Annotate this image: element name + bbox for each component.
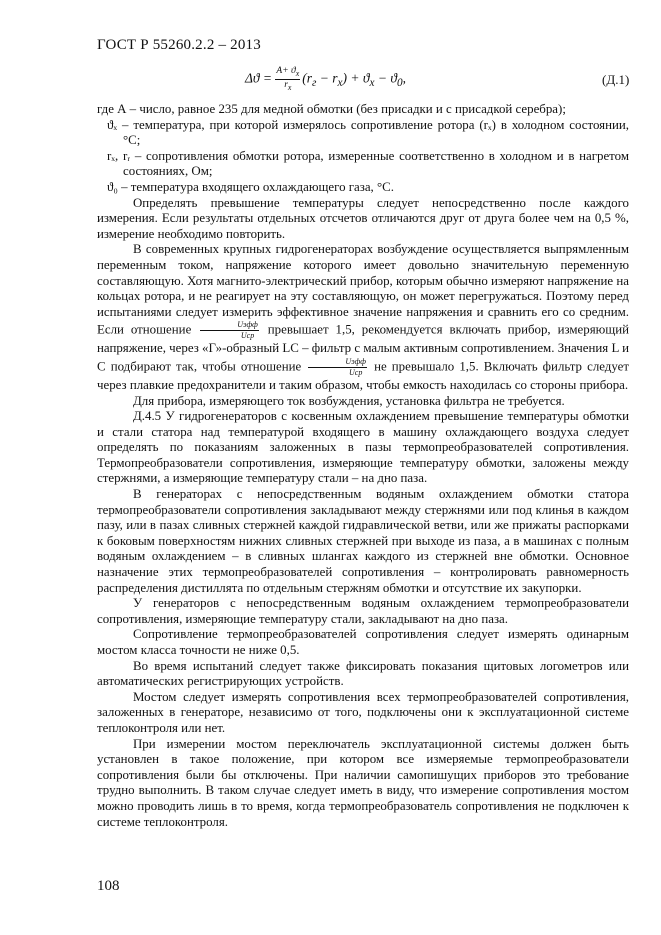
- formula-frac-den: r: [284, 79, 288, 90]
- paragraph-excitation: [97, 242, 629, 393]
- paragraph-excitation-part2: превышает 1,5, рекомендуется включать прибор, измеряющий напряжение, через «Г»-образный LC – фильтр с малым активным сопротивлением. Значения L и C подбирают так, чтобы отношение: [97, 322, 629, 374]
- paragraph-measure: Определять превышение температуры следует непосредственно после каждого измерения. Если результаты отдельных отсчетов отличаются друг от друга более чем на 0,5 %, измерение необходимо повторить.: [97, 195, 629, 241]
- ratio-den-1: Uср: [240, 331, 255, 341]
- document-header: ГОСТ Р 55260.2.2 – 2013: [97, 37, 261, 53]
- formula-rest5: ,: [402, 70, 406, 86]
- formula-frac-num: A+ ϑ: [276, 66, 296, 76]
- formula-rest: (r: [302, 70, 312, 86]
- formula-fraction: [275, 66, 300, 93]
- paragraph-filter: Для прибора, измеряющего ток возбуждения, установка фильтра не требуется.: [133, 393, 565, 408]
- paragraph-water-cooling: В генераторах с непосредственным водяным охлаждением обмотки статора термопреобразователи сопротивления закладывают между стержнями или под клинья в каждом пазу, или в пазах сливных стержней каждой гидравлической ветви, или же прижаты распорками к боковым поверхностям нижних сливных стержней при выходе из паза, а в машинах с полным водяным охлаждением – в сливных шлангах каждого из стержней вне обмотки. Основное назначение этих термопреобразователей сопротивления – контролировать равномерность распределения дистиллята по отдельным стержням обмотки и отсутствие их закупорки.: [97, 487, 629, 595]
- formula-frac-num-sub: x: [295, 68, 300, 78]
- formula-sub-0: 0: [396, 77, 403, 90]
- formula-sub-x1: x: [337, 77, 343, 90]
- paragraph-theta-0: ϑ₀ – температура входящего охлаждающего газа, °С.: [107, 179, 394, 194]
- paragraph-logometers: Во время испытаний следует также фиксировать показания щитовых логометров или автоматических регистрирующих устройств.: [97, 658, 629, 689]
- paragraph-theta-x: ϑₓ – температура, при которой измерялось сопротивление ротора (rₓ) в холодном состоянии, °С;: [107, 117, 629, 148]
- paragraph-d45: Д.4.5 У гидрогенераторов с косвенным охлаждением превышение температуры обмотки и стали статора над температурой входящего в машину охлаждающего воздуха следует определять по показаниям заложенных в пазы термопреобразователей сопротивления. Термопреобразователи сопротивления, измеряющие температуру обмотки, заложены между стержнями, а измеряющие температуру стали – на дно паза.: [97, 409, 629, 486]
- paragraph-r-values: rₓ, rᵣ – сопротивления обмотки ротора, измеренные соответственно в холодном и в нагретом состояниях, Ом;: [107, 148, 629, 179]
- paragraph-bridge-class: Сопротивление термопреобразователей сопротивления следует измерять одинарным мостом класса точности не ниже 0,5.: [97, 627, 629, 657]
- formula-rest2: − r: [316, 70, 338, 86]
- paragraph-switch: При измерении мостом переключатель эксплуатационной системы должен быть установлен в такое положение, при котором все измеряемые термопреобразователи сопротивления были бы отключены. При наличии самопишущих приборов это требование трудно выполнить. В таком случае следует иметь в виду, что измерение сопротивления мостом можно проводить лишь в то время, когда термопреобразователь сопротивления не подключен к системе теплоконтроля.: [97, 736, 629, 829]
- formula-d1: [245, 66, 406, 93]
- formula-sub-g: г: [311, 77, 317, 90]
- formula-sub-x2: x: [369, 77, 375, 90]
- paragraph-where: где А – число, равное 235 для медной обмотки (без присадки и с присадкой серебра);: [97, 102, 566, 116]
- document-body: [97, 102, 629, 830]
- paragraph-steel-sensors: У генераторов с непосредственным водяным охлаждением термопреобразователи сопротивления, измеряющие температуру стали, закладывают на дно паза.: [97, 596, 629, 626]
- page-number: 108: [97, 878, 120, 894]
- formula-lhs: Δϑ =: [245, 70, 273, 86]
- ratio-num-2: Uэфф: [308, 357, 367, 368]
- paragraph-excitation-part1: В современных крупных гидрогенераторах возбуждение осуществляется выпрямленным переменным током, напряжение которого имеет довольно значительную переменную составляющую. Хотя магнито-электрический прибор, которым обычно измеряют напряжение на кольцах ротора, и не реагирует на эту составляющую, он может перегружаться. Поэтому перед испытаниями следует измерить эффективное значение напряжения и сравнить его со средним. Если отношение: [97, 242, 629, 337]
- ratio-num-1: Uэфф: [200, 320, 259, 331]
- ratio-fraction-1: [200, 320, 259, 341]
- paragraph-excitation-part3: не превышало 1,5. Включать фильтр следует через плавкие предохранители и таким образом, чтобы емкость находилась со стороны прибора.: [97, 359, 629, 392]
- formula-frac-den-sub: x: [287, 82, 292, 92]
- formula-rest4: − ϑ: [374, 70, 397, 86]
- ratio-den-2: Uср: [349, 367, 363, 377]
- ratio-fraction-2: [308, 357, 367, 378]
- formula-rest3: ) + ϑ: [342, 70, 370, 86]
- paragraph-bridge-all: Мостом следует измерять сопротивления всех термопреобразователей сопротивления, заложенных в генераторе, независимо от того, подключены они к эксплуатационной системе теплоконтроля или нет.: [97, 689, 629, 735]
- equation-number: (Д.1): [602, 72, 630, 87]
